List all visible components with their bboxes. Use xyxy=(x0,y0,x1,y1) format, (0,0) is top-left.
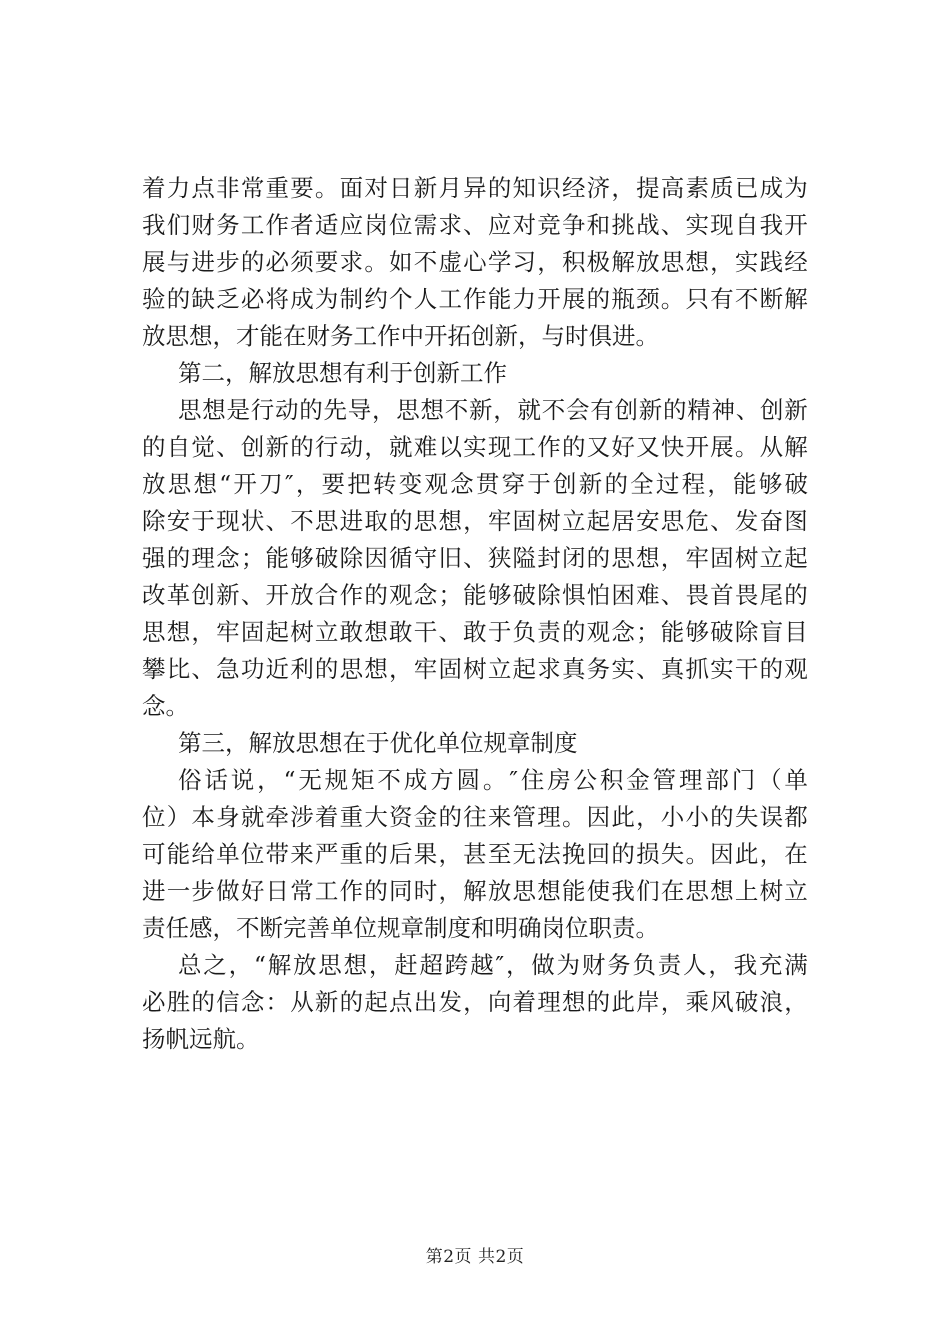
text-line: 放 思 想 “ 开 刀 ″ ， 要 把 转 变 观 念 贯 穿 于 创 新 的 全 过 程 ， 能 够 破 xyxy=(142,470,808,498)
text-line: 攀 比 、 急 功 近 利 的 思 想 ， 牢 固 树 立 起 求 真 务 实 、 真 抓 实 干 的 观 xyxy=(142,655,808,683)
text-line: 思 想 ， 牢 固 起 树 立 敢 想 敢 干 、 敢 于 负 责 的 观 念 ； 能 够 破 除 盲 目 xyxy=(142,618,808,646)
text-line: 念。 xyxy=(142,692,189,720)
text-line: 进 一 步 做 好 日 常 工 作 的 同 时 ， 解 放 思 想 能 使 我 们 在 思 想 上 树 立 xyxy=(142,877,808,905)
text-line: 强 的 理 念 ； 能 够 破 除 因 循 守 旧 、 狭 隘 封 闭 的 思 想 ， 牢 固 树 立 起 xyxy=(142,544,808,572)
page-footer: 第2页 共2页 xyxy=(425,1247,525,1267)
text-line: 扬帆远航。 xyxy=(142,1025,260,1053)
text-line: 必 胜 的 信 念 ： 从 新 的 起 点 出 发 ， 向 着 理 想 的 此 岸 ， 乘 风 破 浪 ， xyxy=(142,988,808,1016)
text-line: 放思想，才能在财务工作中开拓创新，与时俱进。 xyxy=(142,322,659,350)
text-line: 改 革 创 新 、 开 放 合 作 的 观 念 ； 能 够 破 除 惧 怕 困 难 、 畏 首 畏 尾 的 xyxy=(142,581,808,609)
text-line: 总 之 ， “ 解 放 思 想 ， 赶 超 跨 越 ″ ， 做 为 财 务 负 责 人 ， 我 充 满 xyxy=(178,951,808,979)
text-line: 第二，解放思想有利于创新工作 xyxy=(178,359,507,387)
text-line: 可 能 给 单 位 带 来 严 重 的 后 果 ， 甚 至 无 法 挽 回 的 损 失 。 因 此 ， 在 xyxy=(142,840,808,868)
text-line: 位 ） 本 身 就 牵 涉 着 重 大 资 金 的 往 来 管 理 。 因 此 ， 小 小 的 失 误 都 xyxy=(142,803,808,831)
text-line: 着 力 点 非 常 重 要 。 面 对 日 新 月 异 的 知 识 经 济 ， 提 高 素 质 已 成 为 xyxy=(142,174,808,202)
text-line: 我 们 财 务 工 作 者 适 应 岗 位 需 求 、 应 对 竞 争 和 挑 战 、 实 现 自 我 开 xyxy=(142,211,808,239)
text-line: 第三，解放思想在于优化单位规章制度 xyxy=(178,729,578,757)
text-line: 验 的 缺 乏 必 将 成 为 制 约 个 人 工 作 能 力 开 展 的 瓶 颈 。 只 有 不 断 解 xyxy=(142,285,808,313)
document-body xyxy=(142,170,808,1058)
text-line: 思 想 是 行 动 的 先 导 ， 思 想 不 新 ， 就 不 会 有 创 新 的 精 神 、 创 新 xyxy=(178,396,808,424)
text-line: 展 与 进 步 的 必 须 要 求 。 如 不 虚 心 学 习 ， 积 极 解 放 思 想 ， 实 践 经 xyxy=(142,248,808,276)
text-line: 除 安 于 现 状 、 不 思 进 取 的 思 想 ， 牢 固 树 立 起 居 安 思 危 、 发 奋 图 xyxy=(142,507,808,535)
text-line: 俗 话 说 ， “ 无 规 矩 不 成 方 圆 。 ″ 住 房 公 积 金 管 理 部 门 （ 单 xyxy=(178,766,808,794)
text-line: 责任感，不断完善单位规章制度和明确岗位职责。 xyxy=(142,914,659,942)
text-line: 的 自 觉 、 创 新 的 行 动 ， 就 难 以 实 现 工 作 的 又 好 又 快 开 展 。 从 解 xyxy=(142,433,808,461)
